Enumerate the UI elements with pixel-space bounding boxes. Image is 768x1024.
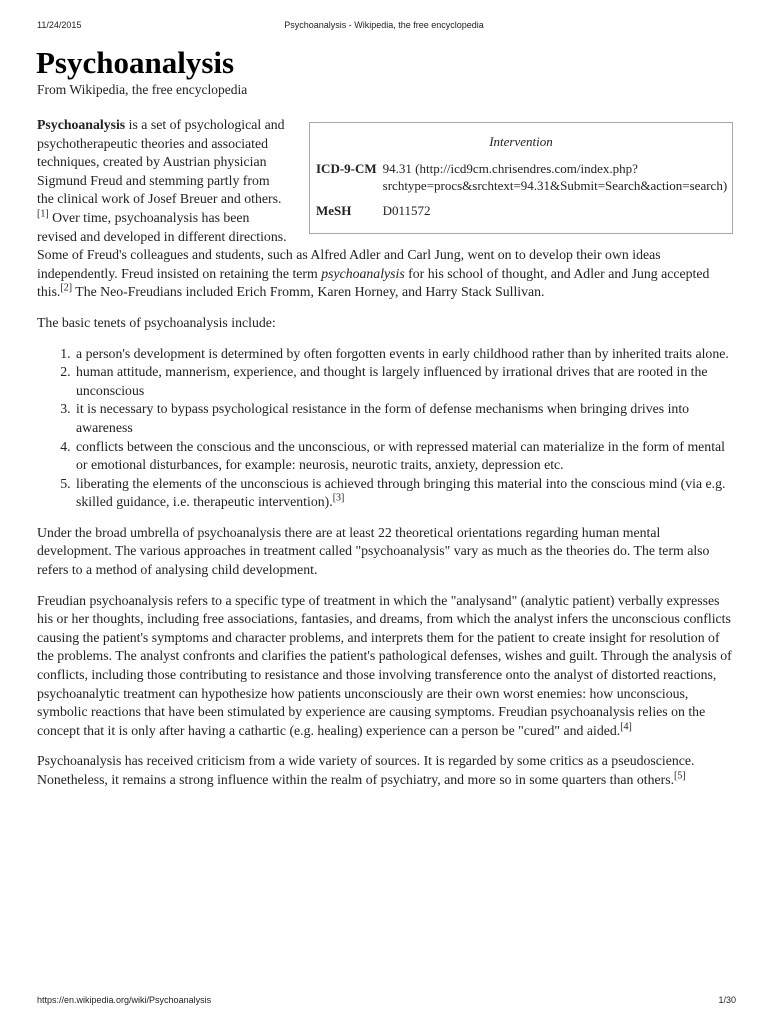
reference-link[interactable]: [1] xyxy=(37,208,49,220)
print-page-title: Psychoanalysis - Wikipedia, the free encyclopedia xyxy=(284,20,484,30)
tenets-list xyxy=(37,345,733,512)
intro-text: for his school of thought, and Adler and Jung accepted this. xyxy=(37,265,710,300)
criticism-paragraph xyxy=(37,752,733,789)
paragraph-text: Freudian psychoanalysis refers to a specific type of treatment in which the "analysand" (analytic patient) verbally expresses his or her thoughts, including free associations, fantasies, and dreams, from which the analyst infers the unconscious conflicts causing the patient's symptoms and character problems, and interprets them for the patient to create insight for resolution of the problems. The analyst confronts and clarifies the patient's pathological defenses, wishes and guilt. Through the analysis of conflicts, including those contributing to resistance and those involving transference onto the analyst of distorted reactions, psychoanalytic treatment can hypothesize how patients unconsciously are their own worst enemies: how unconscious, symbolic reactions that have been stimulated by experience are causing symptoms. Freudian psychoanalysis relies on the concept that it is only after having a cathartic (e.g. healing) experience can a person be "cured" and aided. xyxy=(37,592,732,738)
infobox-caption: Intervention xyxy=(489,134,553,149)
infobox-value-line[interactable]: srchtype=procs&srchtext=94.31&Submit=Search&action=search) xyxy=(382,178,728,193)
list-item xyxy=(74,475,733,512)
print-page-number: 1/30 xyxy=(718,995,736,1005)
infobox-row-mesh xyxy=(316,200,727,225)
print-url: https://en.wikipedia.org/wiki/Psychoanalysis xyxy=(37,995,212,1005)
paragraph-text: Psychoanalysis has received criticism from a wide variety of sources. It is regarded by some critics as a pseudoscience. Nonetheless, it remains a strong influence within the realm of psychiatry, and more so in some quarters than others. xyxy=(37,753,695,787)
infobox-table xyxy=(316,158,727,225)
infobox-label: ICD-9-CM xyxy=(316,161,377,176)
infobox-value-line[interactable]: D011572 xyxy=(382,203,431,218)
reference-link[interactable]: [4] xyxy=(620,721,632,733)
infobox xyxy=(309,122,733,234)
list-item: 2. human attitude, mannerism, experience, and thought is largely influenced by irrational drives that are rooted in the unconscious xyxy=(74,363,733,400)
infobox-row-icd xyxy=(316,158,727,200)
infobox-label: MeSH xyxy=(316,203,352,218)
infobox-value[interactable] xyxy=(383,200,728,225)
article-subtitle: From Wikipedia, the free encyclopedia xyxy=(37,82,248,97)
freudian-paragraph xyxy=(37,592,733,741)
list-item: 1. a person's development is determined by often forgotten events in early childhood rather than by inherited traits alone. xyxy=(74,345,733,364)
umbrella-paragraph: Under the broad umbrella of psychoanalysis there are at least 22 theoretical orientations regarding human mental development. The various approaches in treatment called "psychoanalysis" vary as much as the theories do. The term also refers to a method of analysing child development. xyxy=(37,524,710,578)
article-body xyxy=(37,116,733,802)
reference-link[interactable]: [3] xyxy=(332,492,345,504)
intro-italic-term: psychoanalysis xyxy=(321,265,405,281)
intro-text: The Neo-Freudians included Erich Fromm, Karen Horney, and Harry Stack Sullivan. xyxy=(72,284,545,300)
infobox-value-line[interactable]: 94.31 (http://icd9cm.chrisendres.com/index.php? xyxy=(382,161,638,176)
list-item-text: liberating the elements of the unconscious is achieved through bringing this material into the conscious mind (via e.g. skilled guidance, i.e. therapeutic intervention). xyxy=(76,475,726,510)
list-item: 4. conflicts between the conscious and the unconscious, or with repressed material can materialize in the form of mental or emotional disturbances, for example: neurosis, neurotic traits, anxiety, depression etc. xyxy=(74,438,733,475)
infobox-value[interactable] xyxy=(383,158,728,200)
reference-link[interactable]: [5] xyxy=(674,770,686,782)
reference-link[interactable]: [2] xyxy=(60,282,73,294)
intro-text: Over time, psychoanalysis has been revised and developed in different directions. Some of Freud's colleagues and students, such as Alfred Adler and Carl Jung, went on to develop their own ideas independently. Freud insisted on retaining the term xyxy=(37,209,661,281)
print-date: 11/24/2015 xyxy=(37,20,82,30)
intro-text: is a set of psychological and psychotherapeutic theories and associated techniques, created by Austrian physician Sigmund Freud and stemming partly from the clinical work of Josef Breuer and others. xyxy=(37,117,285,207)
intro-bold-term: Psychoanalysis xyxy=(37,117,126,132)
article-title: Psychoanalysis xyxy=(36,45,235,80)
list-item: 3. it is necessary to bypass psychological resistance in the form of defense mechanisms when bringing drives into awareness xyxy=(74,400,733,437)
tenets-intro: The basic tenets of psychoanalysis include: xyxy=(37,314,276,330)
